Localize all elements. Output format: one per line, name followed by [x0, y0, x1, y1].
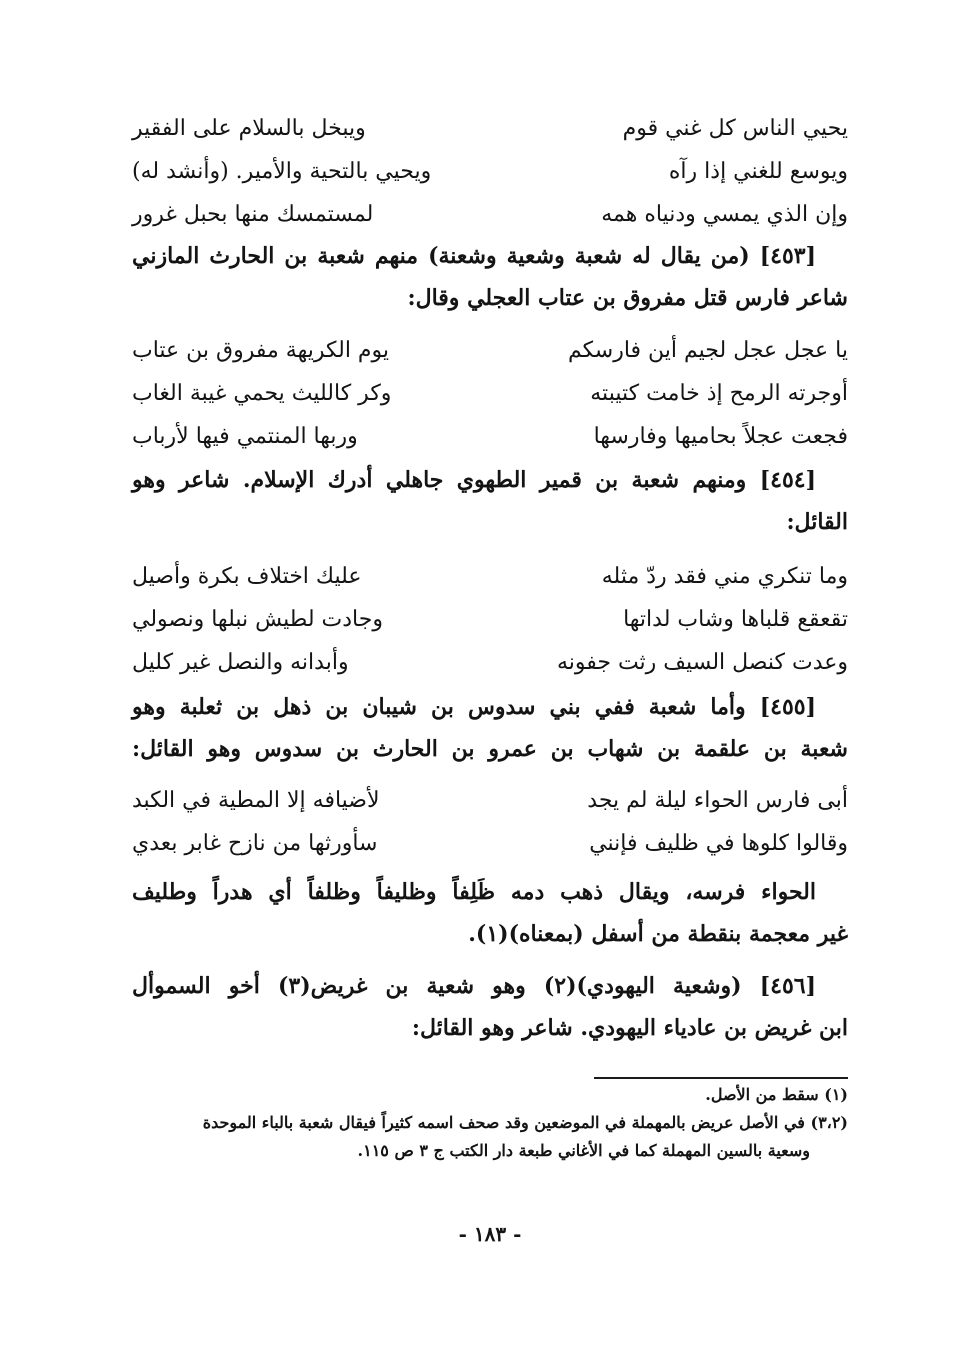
verse-hemistich-right: وقالوا كلوها في ظليف فإنني [589, 830, 848, 856]
paragraph-line: [٤٥٤] ومنهم شعبة بن قمير الطهوي جاهلي أدرك الإسلام. شاعر وهو [132, 467, 816, 493]
verse-hemistich-right: يا عجل عجل لجيم أين فارسكم [567, 337, 848, 363]
footnote-2-3: (٣،٢) في الأصل عريض بالمهملة في الموضعين وقد صحف اسمه كثيراً فيقال شعبة بالباء الموحدة [202, 1113, 848, 1132]
verse-hemistich-right: أبى فارس الحواء ليلة لم يجد [587, 787, 848, 813]
verse-hemistich-right: أوجرته الرمح إذ خامت كتيبته [590, 380, 848, 406]
verse-hemistich-right: وإن الذي يمسي ودنياه همه [601, 201, 848, 227]
verse-line [132, 108, 848, 148]
verse-hemistich-left: ويبخل بالسلام على الفقير [132, 115, 366, 141]
verse-line [132, 642, 848, 682]
verse-hemistich-left: وجادت لطيش نبلها ونصولي [132, 606, 383, 632]
paragraph-line: [٤٥٥] وأما شعبة ففي بني سدوس بن شيبان بن ذهل بن ثعلبة وهو [132, 694, 816, 720]
verse-hemistich-left: وربها المنتمي فيها لأرباب [132, 423, 358, 449]
paragraph-line: القائل: [786, 509, 848, 535]
verse-line [132, 823, 848, 863]
verse-hemistich-right: وما تنكري مني فقد ردّ مثله [601, 563, 848, 589]
paragraph-line: شعبة بن علقمة بن شهاب بن عمرو بن الحارث بن سدوس وهو القائل: [132, 736, 848, 762]
verse-hemistich-left: يوم الكريهة مفروق بن عتاب [132, 337, 390, 363]
page-number: - ١٨٣ - [458, 1222, 522, 1246]
footnote-1: (١) سقط من الأصل. [705, 1085, 848, 1104]
verse-hemistich-left: وكر كالليث يحمي غيبة الغاب [132, 380, 392, 406]
verse-hemistich-right: تقعقع قلباها وشاب لداتها [623, 606, 848, 632]
footnote-2-3-continuation: وسعية بالسين المهملة كما في الأغاني طبعة دار الكتب ج ٣ ص ١١٥. [357, 1141, 810, 1160]
paragraph-line: [٤٥٣] (من يقال له شعبة وشعية وشعنة) منهم شعبة بن الحارث المازني [132, 243, 816, 269]
verse-line [132, 599, 848, 639]
verse-line [132, 330, 848, 370]
verse-line [132, 416, 848, 456]
verse-line [132, 373, 848, 413]
verse-line [132, 780, 848, 820]
paragraph-line: الحواء فرسه، ويقال ذهب دمه ظَلِفاً وظليفاً وظلفاً أي هدراً وطليف [132, 879, 816, 905]
verse-hemistich-right: فجعت عجلاً بحاميها وفارسها [593, 423, 848, 449]
verse-hemistich-right: ويوسع للغني إذا رآه [668, 158, 848, 184]
verse-line [132, 151, 848, 191]
verse-line [132, 194, 848, 234]
paragraph-line: شاعر فارس قتل مفروق بن عتاب العجلي وقال: [407, 285, 848, 311]
verse-hemistich-left: سأورثها من نازح غابر بعدي [132, 830, 378, 856]
verse-hemistich-left: ويحيي بالتحية والأمير. (وأنشد له) [132, 158, 432, 184]
verse-line [132, 556, 848, 596]
verse-hemistich-left: لمستمسك منها بحبل غرور [132, 201, 374, 227]
footnote-divider [594, 1077, 848, 1079]
verse-hemistich-right: وعدت كنصل السيف رثت جفونه [556, 649, 848, 675]
verse-hemistich-left: وأبدانه والنصل غير كليل [132, 649, 349, 675]
verse-hemistich-left: عليك اختلاف بكرة وأصيل [132, 563, 362, 589]
paragraph-line: ابن غريض بن عادياء اليهودي. شاعر وهو القائل: [411, 1015, 848, 1041]
paragraph-line: غير معجمة بنقطة من أسفل (بمعناه)(١). [468, 921, 848, 947]
verse-hemistich-left: لأضيافه إلا المطية في الكبد [132, 787, 380, 813]
verse-hemistich-right: يحيي الناس كل غني قوم [622, 115, 848, 141]
paragraph-line: [٤٥٦] (وشعية اليهودي)(٢) وهو شعية بن غريض(٣) أخو السموأل [132, 973, 816, 999]
